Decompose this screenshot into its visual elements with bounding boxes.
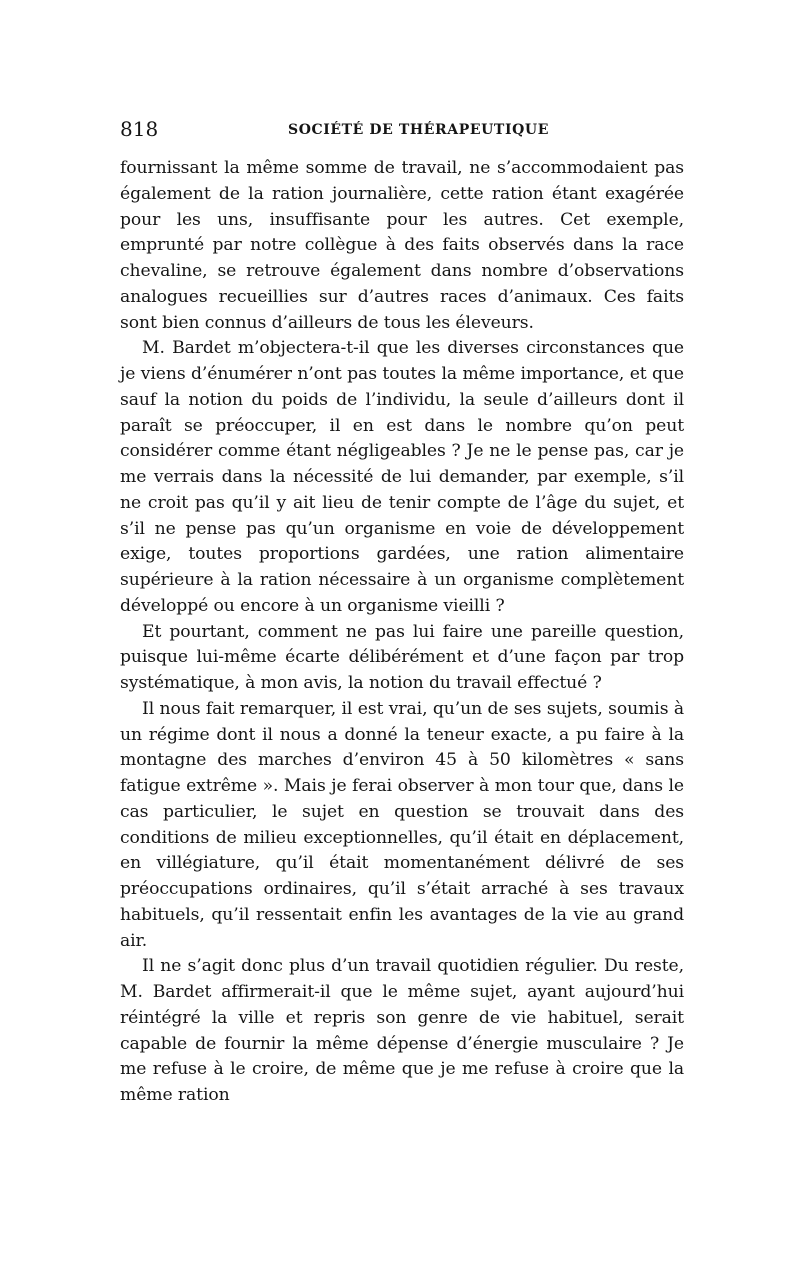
paragraph-continuation: fournissant la même somme de travail, ne s’accommodaient pas également de la ration journalière, cette ration étant exagérée pour les uns, insuffisante pour les autres. Cet exemple, emprunté par notre collègue à des faits observés dans la race chevaline, se retrouve également dans nombre d’observations analogues recueillies sur d’autres races d’animaux. Ces faits sont bien connus d’ailleurs de tous les éleveurs.: [120, 158, 684, 333]
running-title: SOCIÉTÉ DE THÉRAPEUTIQUE: [288, 122, 549, 138]
paragraph: M. Bardet m’objectera-t-il que les diverses circonstances que je viens d’énumérer n’ont pas toutes la même importance, et que sauf la notion du poids de l’individu, la seule d’ailleurs dont il paraît se préoccuper, il en est dans le nombre qu’on peut considérer comme étant négligeables ? Je ne le pense pas, car je me verrais dans la nécessité de lui demander, par exemple, s’il ne croit pas qu’il y ait lieu de tenir compte de l’âge du sujet, et s’il ne pense pas qu’un organisme en voie de développement exige, toutes proportions gardées, une ration alimentaire supérieure à la ration nécessaire à un organisme complètement développé ou encore à un organisme vieilli ?: [120, 338, 684, 616]
paragraph: Et pourtant, comment ne pas lui faire une pareille question, puisque lui-même écarte délibérément et d’une façon par trop systématique, à mon avis, la notion du travail effectué ?: [120, 621, 684, 693]
paragraph: Il ne s’agit donc plus d’un travail quotidien régulier. Du reste, M. Bardet affirmerait-il que le même sujet, ayant aujourd’hui réintégré la ville et repris son genre de vie habituel, serait capable de fournir la même dépense d’énergie musculaire ? Je me refuse à le croire, de même que je me refuse à croire que la même ration: [120, 956, 684, 1105]
paragraph: Il nous fait remarquer, il est vrai, qu’un de ses sujets, soumis à un régime dont il nous a donné la teneur exacte, a pu faire à la montagne des marches d’environ 45 à 50 kilomètres « sans fatigue extrême ». Mais je ferai observer à mon tour que, dans le cas particulier, le sujet en question se trouvait dans des conditions de milieu exceptionnelles, qu’il était en déplacement, en villégiature, qu’il était momentanément délivré de ses préoccupations ordinaires, qu’il s’était arraché à ses travaux habituels, qu’il ressentait enfin les avantages de la vie au grand air.: [120, 698, 684, 951]
body-text: [120, 156, 684, 1109]
page-number: 818: [120, 117, 159, 141]
running-head: [120, 113, 684, 145]
